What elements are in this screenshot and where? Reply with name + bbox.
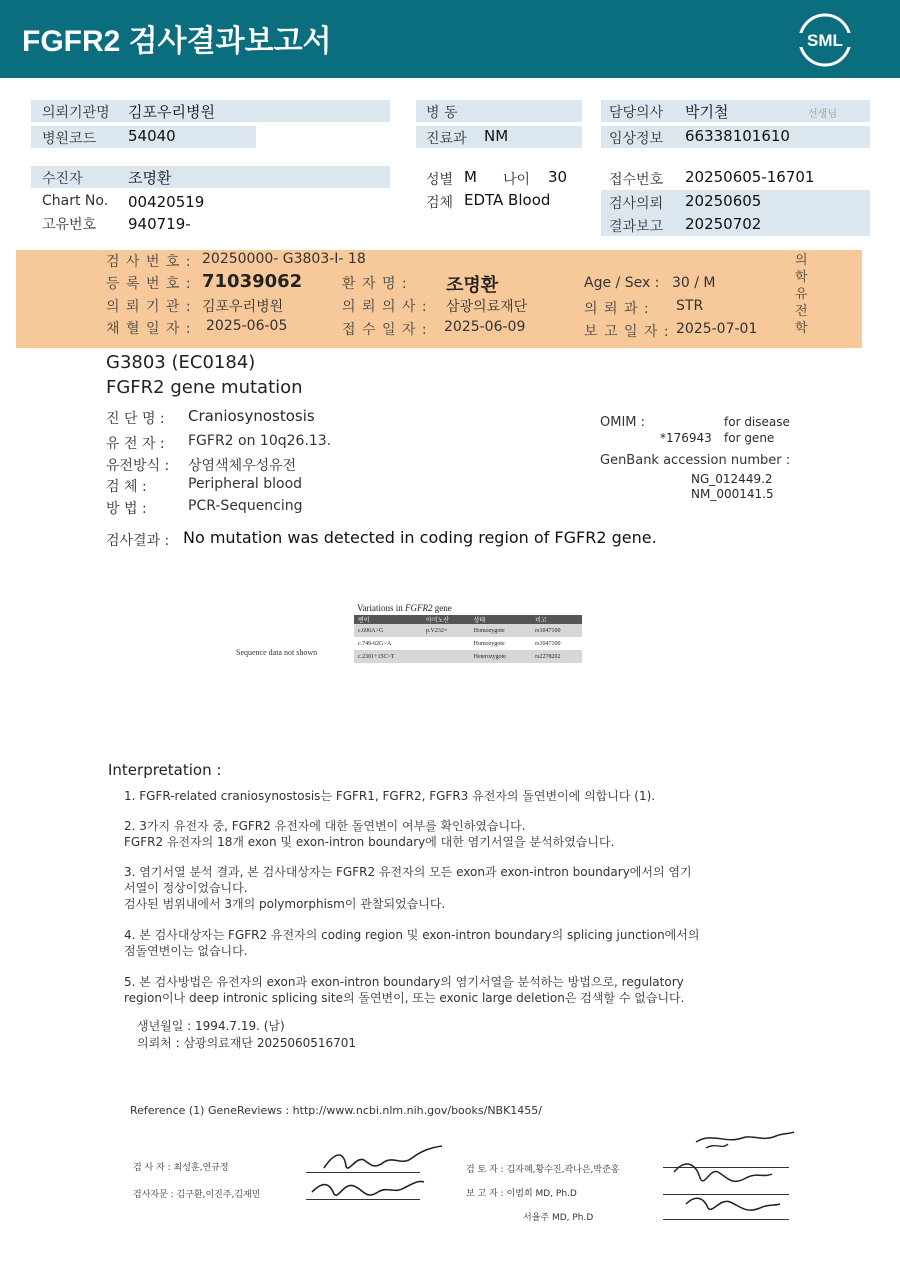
table-cell: rs1047100 <box>535 640 561 647</box>
org-label: 의 뢰 기 관 : <box>106 299 192 315</box>
clinical-label: 임상정보 <box>609 131 664 147</box>
specimen-label: 검체 <box>426 195 454 211</box>
header-bar <box>0 0 900 78</box>
age-sex-label: Age / Sex : <box>584 275 660 291</box>
patient-label: 수진자 <box>42 171 83 187</box>
genbank-nm: NM_000141.5 <box>691 487 774 501</box>
reviewer-signature-icon <box>656 1128 796 1228</box>
inherit-label: 유전방식 : <box>106 458 170 474</box>
col-status: 상태 <box>470 615 532 624</box>
request-label: 검사의뢰 <box>609 196 664 212</box>
dx-label: 진 단 명 : <box>106 411 165 427</box>
interp-item-1: 1. FGFR-related craniosynostosis는 FGFR1, FGFR2, FGFR3 유전자의 돌연변이에 의합니다 (1). <box>124 789 656 803</box>
collect-value: 2025-06-05 <box>206 318 288 334</box>
table-row <box>354 650 582 663</box>
report-label: 결과보고 <box>609 219 664 235</box>
collect-label: 채 혈 일 자 : <box>106 321 192 337</box>
req-doc-label: 의 뢰 의 사 : <box>342 299 428 315</box>
org-value: 김포우리병원 <box>202 299 284 315</box>
page-title: FGFR2 검사결과보고서 <box>22 25 332 58</box>
reg-no-value: 71039062 <box>202 271 303 292</box>
dx-value: Craniosynostosis <box>188 407 315 425</box>
hospital-code-label: 병원코드 <box>42 131 97 147</box>
reg-no-label: 등 록 번 호 : <box>106 276 192 292</box>
test-no-value: 20250000- G3803-I- 18 <box>202 251 366 267</box>
patient-scan-value: 조명환 <box>446 275 499 296</box>
omim-disease: for disease <box>724 415 790 429</box>
dept-value: NM <box>484 127 509 145</box>
received-value: 2025-06-09 <box>444 319 526 335</box>
variations-header-row <box>354 615 582 624</box>
tester-chief: 검사자문 : 김구환,이진주,김재민 <box>133 1190 261 1200</box>
reporter2: 서율주 MD, Ph.D <box>523 1213 594 1223</box>
hospital-code-value: 54040 <box>128 127 176 145</box>
interpretation-title: Interpretation : <box>108 761 222 779</box>
doctor-value: 박기철 <box>685 103 729 121</box>
report-value: 20250702 <box>685 215 762 233</box>
interp-item-4: 4. 본 검사대상자는 FGFR2 유전자의 coding region 및 exon-intron boundary의 splicing junction에서의 점돌연변이는 없습니다. <box>124 928 700 958</box>
test-name: FGFR2 gene mutation <box>106 377 303 398</box>
omim-label: OMIM : <box>600 415 646 430</box>
method-label: 방 법 : <box>106 501 147 517</box>
table-cell <box>422 650 470 663</box>
dept-scan-label: 의 뢰 과 : <box>584 301 650 317</box>
referrer: 의뢰처 : 삼광의료재단 2025060516701 <box>137 1036 357 1050</box>
table-cell: p.V232= <box>422 624 470 637</box>
test-no-label: 검 사 번 호 : <box>106 254 192 270</box>
col-note: 비고 <box>531 615 582 624</box>
chart-value: 00420519 <box>128 193 205 211</box>
patient-scan-label: 환 자 명 : <box>342 276 408 292</box>
variations-table <box>354 615 582 663</box>
age-label: 나이 <box>503 172 531 188</box>
table-cell: Homozygote <box>470 624 532 637</box>
reported-label: 보 고 일 자 : <box>584 324 670 340</box>
table-cell: rs1047100 <box>531 624 582 637</box>
clinical-value: 66338101610 <box>685 127 790 145</box>
reported-value: 2025-07-01 <box>676 321 758 337</box>
side-vertical-label: 의 학 유 전 학 <box>795 253 808 336</box>
dept-label: 진료과 <box>426 131 467 147</box>
inherit-value: 상염색체우성유전 <box>188 458 297 474</box>
gene-value: FGFR2 on 10q26.13. <box>188 433 332 449</box>
received-label: 접 수 일 자 : <box>342 322 428 338</box>
tester: 검 사 자 : 최성훈,연규정 <box>133 1163 229 1173</box>
test-code: G3803 (EC0184) <box>106 352 256 373</box>
specimen-value: EDTA Blood <box>464 191 551 209</box>
age-value: 30 <box>548 168 568 186</box>
spec-value: Peripheral blood <box>188 476 303 492</box>
table-cell: c.696A>G <box>354 624 422 637</box>
table-row <box>354 624 582 637</box>
ward-label: 병 동 <box>426 105 458 121</box>
patient-value: 조명환 <box>128 169 172 187</box>
sequence-note: Sequence data not shown <box>236 648 318 657</box>
genbank-label: GenBank accession number : <box>600 453 791 468</box>
table-cell: rs2278202 <box>531 650 582 663</box>
variations-title: Variations in FGFR2 gene <box>357 603 452 613</box>
col-amino: 아미노산 <box>422 615 470 624</box>
table-cell: c.749-62G>A <box>358 640 392 647</box>
doctor-suffix: 선생님 <box>808 109 837 120</box>
request-value: 20250605 <box>685 192 762 210</box>
dept-scan-value: STR <box>676 298 704 314</box>
table-cell: c.2301+15C>T <box>354 650 422 663</box>
omim-gene-id: *176943 <box>660 431 712 445</box>
interp-item-2: 2. 3가지 유전자 중, FGFR2 유전자에 대한 돌연변이 여부를 확인하였습니다. FGFR2 유전자의 18개 exon 및 exon-intron boundary에 대한 염기서열을 분석하였습니다. <box>124 819 615 849</box>
col-variant: 변이 <box>354 615 422 624</box>
result-label: 검사결과 : <box>106 533 170 549</box>
id-value: 940719- <box>128 215 191 233</box>
interp-item-3: 3. 염기서열 분석 결과, 본 검사대상자는 FGFR2 유전자의 모든 exon과 exon-intron boundary에서의 염기 서열이 정상이었습니다. 검사된 범위내에서 3개의 polymorphism이 관찰되었습니다. <box>124 865 692 911</box>
tester-signature-icon <box>304 1140 444 1210</box>
interp-item-5: 5. 본 검사방법은 유전자의 exon과 exon-intron boundary의 염기서열을 분석하는 방법으로, regulatory region이나 deep intronic splicing site의 돌연변이, 또는 exonic large deletion은 검색할 수 없습니다. <box>124 975 685 1005</box>
reporter: 보 고 자 : 이범희 MD, Ph.D <box>466 1189 577 1199</box>
doctor-label: 담당의사 <box>609 105 664 121</box>
table-cell: Homozygote <box>473 640 505 647</box>
sex-label: 성별 <box>426 172 454 188</box>
sml-logo-icon <box>798 13 852 67</box>
method-value: PCR-Sequencing <box>188 498 303 514</box>
gene-label: 유 전 자 : <box>106 436 165 452</box>
genbank-ng: NG_012449.2 <box>691 472 773 486</box>
table-cell <box>422 637 470 650</box>
patient-bar <box>31 166 390 188</box>
req-doc-value: 삼광의료재단 <box>446 299 528 315</box>
age-sex-value: 30 / M <box>672 275 716 291</box>
reference: Reference (1) GeneReviews : http://www.ncbi.nlm.nih.gov/books/NBK1455/ <box>130 1104 543 1117</box>
table-cell: Heterozygote <box>470 650 532 663</box>
hospital-label: 의뢰기관명 <box>42 105 110 121</box>
spec-label: 검 체 : <box>106 479 147 495</box>
id-label: 고유번호 <box>42 217 97 233</box>
reviewer: 검 토 자 : 김자혜,황수진,곽나은,박준홍 <box>466 1165 620 1175</box>
sex-value: M <box>464 168 477 186</box>
logo-text: SML <box>807 31 843 50</box>
result-value: No mutation was detected in coding region of FGFR2 gene. <box>183 528 657 547</box>
receipt-label: 접수번호 <box>609 172 664 188</box>
hospital-value: 김포우리병원 <box>128 103 215 121</box>
chart-label: Chart No. <box>42 193 109 209</box>
receipt-value: 20250605-16701 <box>685 168 815 186</box>
omim-gene: for gene <box>724 431 775 445</box>
table-row <box>354 637 582 650</box>
birth-date: 생년월일 : 1994.7.19. (남) <box>137 1019 285 1033</box>
